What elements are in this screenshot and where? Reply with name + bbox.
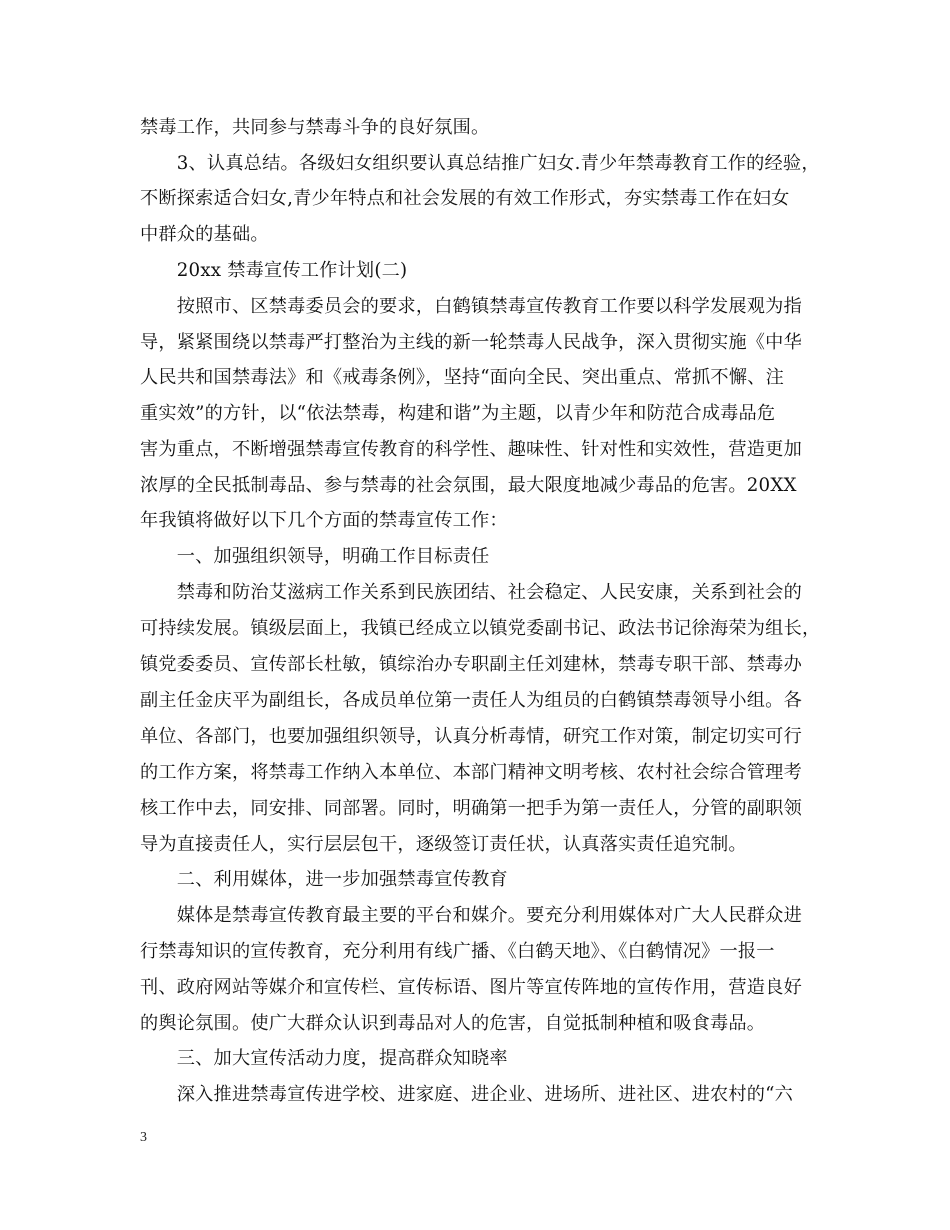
text-line: 按照市、区禁毒委员会的要求，白鹤镇禁毒宣传教育工作要以科学发展观为指 (140, 296, 802, 317)
text-line: 重实效”的方针，以“依法禁毒，构建和谐”为主题，以青少年和防范合成毒品危 (140, 403, 776, 424)
text-line: 20xx 禁毒宣传工作计划(二) (140, 260, 408, 281)
text-line: 禁毒和防治艾滋病工作关系到民族团结、社会稳定、人民安康，关系到社会的 (140, 582, 802, 603)
text-line: 导为直接责任人，实行层层包干，逐级签订责任状，认真落实责任追究制。 (140, 834, 747, 855)
text-line: 二、利用媒体，进一步加强禁毒宣传教育 (140, 869, 508, 890)
text-line: 一、加强组织领导，明确工作目标责任 (140, 546, 490, 567)
text-line: 深入推进禁毒宣传进学校、进家庭、进企业、进场所、进社区、进农村的“六 (140, 1084, 794, 1105)
page-number: 3 (140, 1130, 147, 1145)
text-line: 中群众的基础。 (140, 224, 269, 245)
text-line: 核工作中去，同安排、同部署。同时，明确第一把手为第一责任人，分管的副职领 (140, 798, 802, 819)
text-line: 年我镇将做好以下几个方面的禁毒宣传工作： (140, 510, 508, 531)
text-line: 镇党委委员、宣传部长杜敏，镇综治办专职副主任刘建林，禁毒专职干部、禁毒办 (140, 654, 802, 675)
text-line: 单位、各部门，也要加强组织领导，认真分析毒情，研究工作对策，制定切实可行 (140, 726, 802, 747)
text-line: 刊、政府网站等媒介和宣传栏、宣传标语、图片等宣传阵地的宣传作用，营造良好 (140, 977, 802, 998)
text-line: 害为重点，不断增强禁毒宣传教育的科学性、趣味性、针对性和实效性，营造更加 (140, 439, 802, 460)
text-line: 的舆论氛围。使广大群众认识到毒品对人的危害，自觉抵制种植和吸食毒品。 (140, 1013, 766, 1034)
text-line: 可持续发展。镇级层面上，我镇已经成立以镇党委副书记、政法书记徐海荣为组长， (140, 618, 821, 639)
text-line: 3、认真总结。各级妇女组织要认真总结推广妇女.青少年禁毒教育工作的经验， (140, 153, 820, 174)
text-line: 浓厚的全民抵制毒品、参与禁毒的社会氛围，最大限度地减少毒品的危害。20XX (140, 475, 797, 496)
text-line: 禁毒工作，共同参与禁毒斗争的良好氛围。 (140, 117, 490, 138)
text-line: 副主任金庆平为副组长，各成员单位第一责任人为组员的白鹤镇禁毒领导小组。各 (140, 690, 802, 711)
text-line: 三、加大宣传活动力度，提高群众知晓率 (140, 1048, 508, 1069)
text-line: 不断探索适合妇女,青少年特点和社会发展的有效工作形式，夯实禁毒工作在妇女 (140, 188, 790, 209)
text-line: 的工作方案，将禁毒工作纳入本单位、本部门精神文明考核、农村社会综合管理考 (140, 762, 802, 783)
text-line: 导，紧紧围绕以禁毒严打整治为主线的新一轮禁毒人民战争，深入贯彻实施《中华 (140, 332, 802, 353)
text-line: 行禁毒知识的宣传教育，充分利用有线广播、《白鹤天地》、《白鹤情况》一报一 (140, 941, 775, 962)
text-line: 人民共和国禁毒法》和《戒毒条例》，坚持“面向全民、突出重点、常抓不懈、注 (140, 367, 784, 388)
text-line: 媒体是禁毒宣传教育最主要的平台和媒介。要充分利用媒体对广大人民群众进 (140, 905, 802, 926)
